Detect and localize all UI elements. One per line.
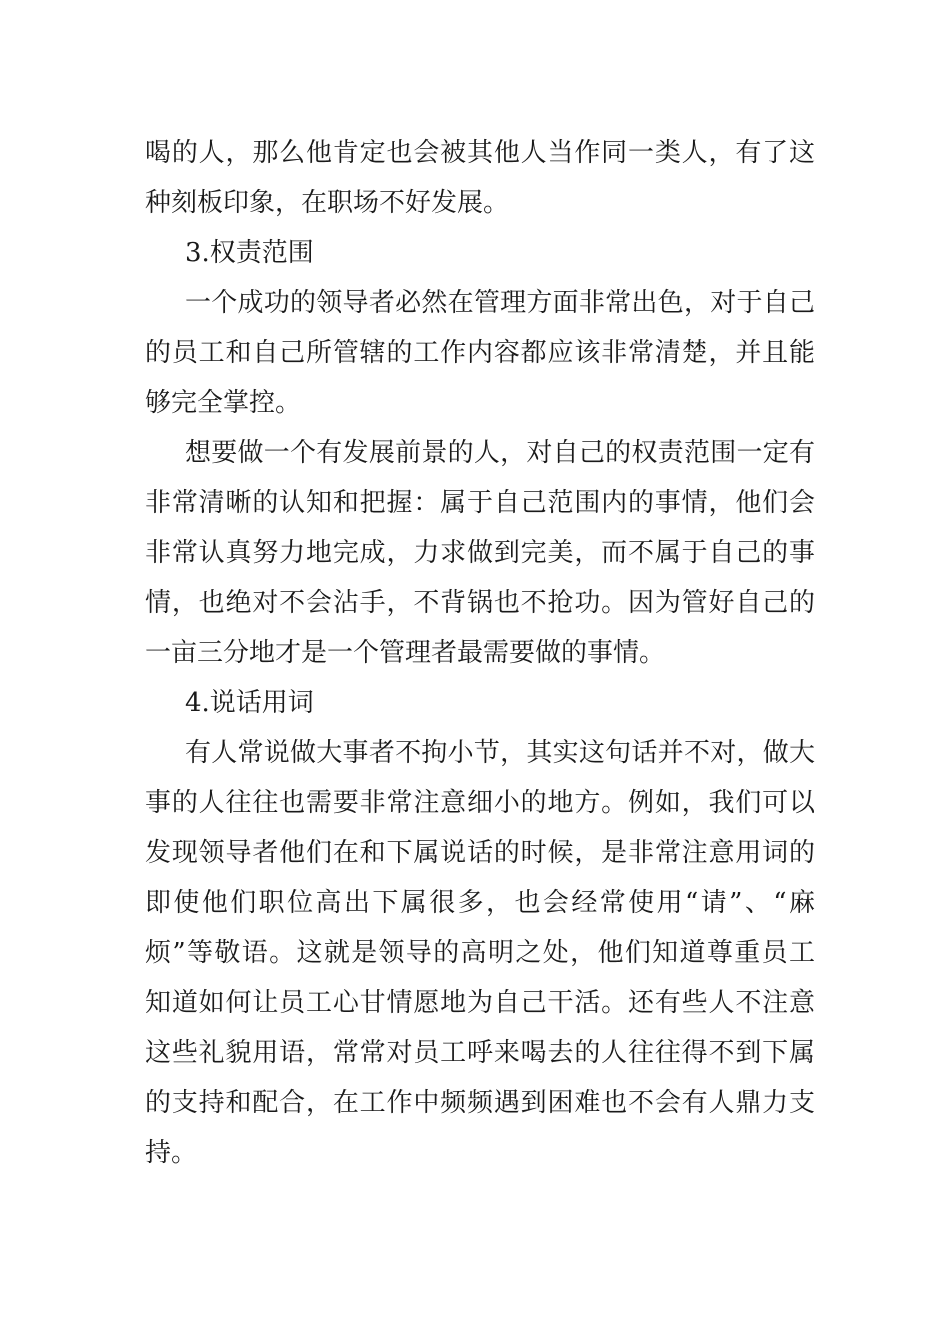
text-line: 情，也绝对不会沾手，不背锅也不抢功。因为管好自己的 [145, 588, 815, 618]
text-line: 这些礼貌用语，常常对员工呼来喝去的人往往得不到下属 [145, 1038, 815, 1068]
section-heading: 3.权责范围 [185, 238, 314, 268]
text-line: 种刻板印象，在职场不好发展。 [145, 188, 510, 218]
text-line: 事的人往往也需要非常注意细小的地方。例如，我们可以 [145, 788, 815, 818]
section-heading: 4.说话用词 [185, 688, 314, 718]
text-line: 的支持和配合，在工作中频频遇到困难也不会有人鼎力支 [145, 1088, 815, 1118]
text-line: 发现领导者他们在和下属说话的时候，是非常注意用词的 [145, 838, 815, 868]
text-line: 非常清晰的认知和把握：属于自己范围内的事情，他们会 [145, 488, 815, 518]
text-line: 喝的人，那么他肯定也会被其他人当作同一类人，有了这 [145, 138, 815, 168]
text-line: 够完全掌控。 [145, 388, 302, 418]
text-line: 有人常说做大事者不拘小节，其实这句话并不对，做大 [185, 738, 815, 768]
text-line: 非常认真努力地完成，力求做到完美，而不属于自己的事 [145, 538, 815, 568]
text-line: 一个成功的领导者必然在管理方面非常出色，对于自己 [185, 288, 815, 318]
text-line: 知道如何让员工心甘情愿地为自己干活。还有些人不注意 [145, 988, 815, 1018]
text-line: 的员工和自己所管辖的工作内容都应该非常清楚，并且能 [145, 338, 815, 368]
text-line: 持。 [145, 1138, 198, 1168]
text-line: 烦”等敬语。这就是领导的高明之处，他们知道尊重员工 [145, 938, 815, 968]
text-line: 即使他们职位高出下属很多，也会经常使用“请”、“麻 [145, 888, 815, 918]
text-line: 一亩三分地才是一个管理者最需要做的事情。 [145, 638, 666, 668]
text-line: 想要做一个有发展前景的人，对自己的权责范围一定有 [185, 438, 815, 468]
